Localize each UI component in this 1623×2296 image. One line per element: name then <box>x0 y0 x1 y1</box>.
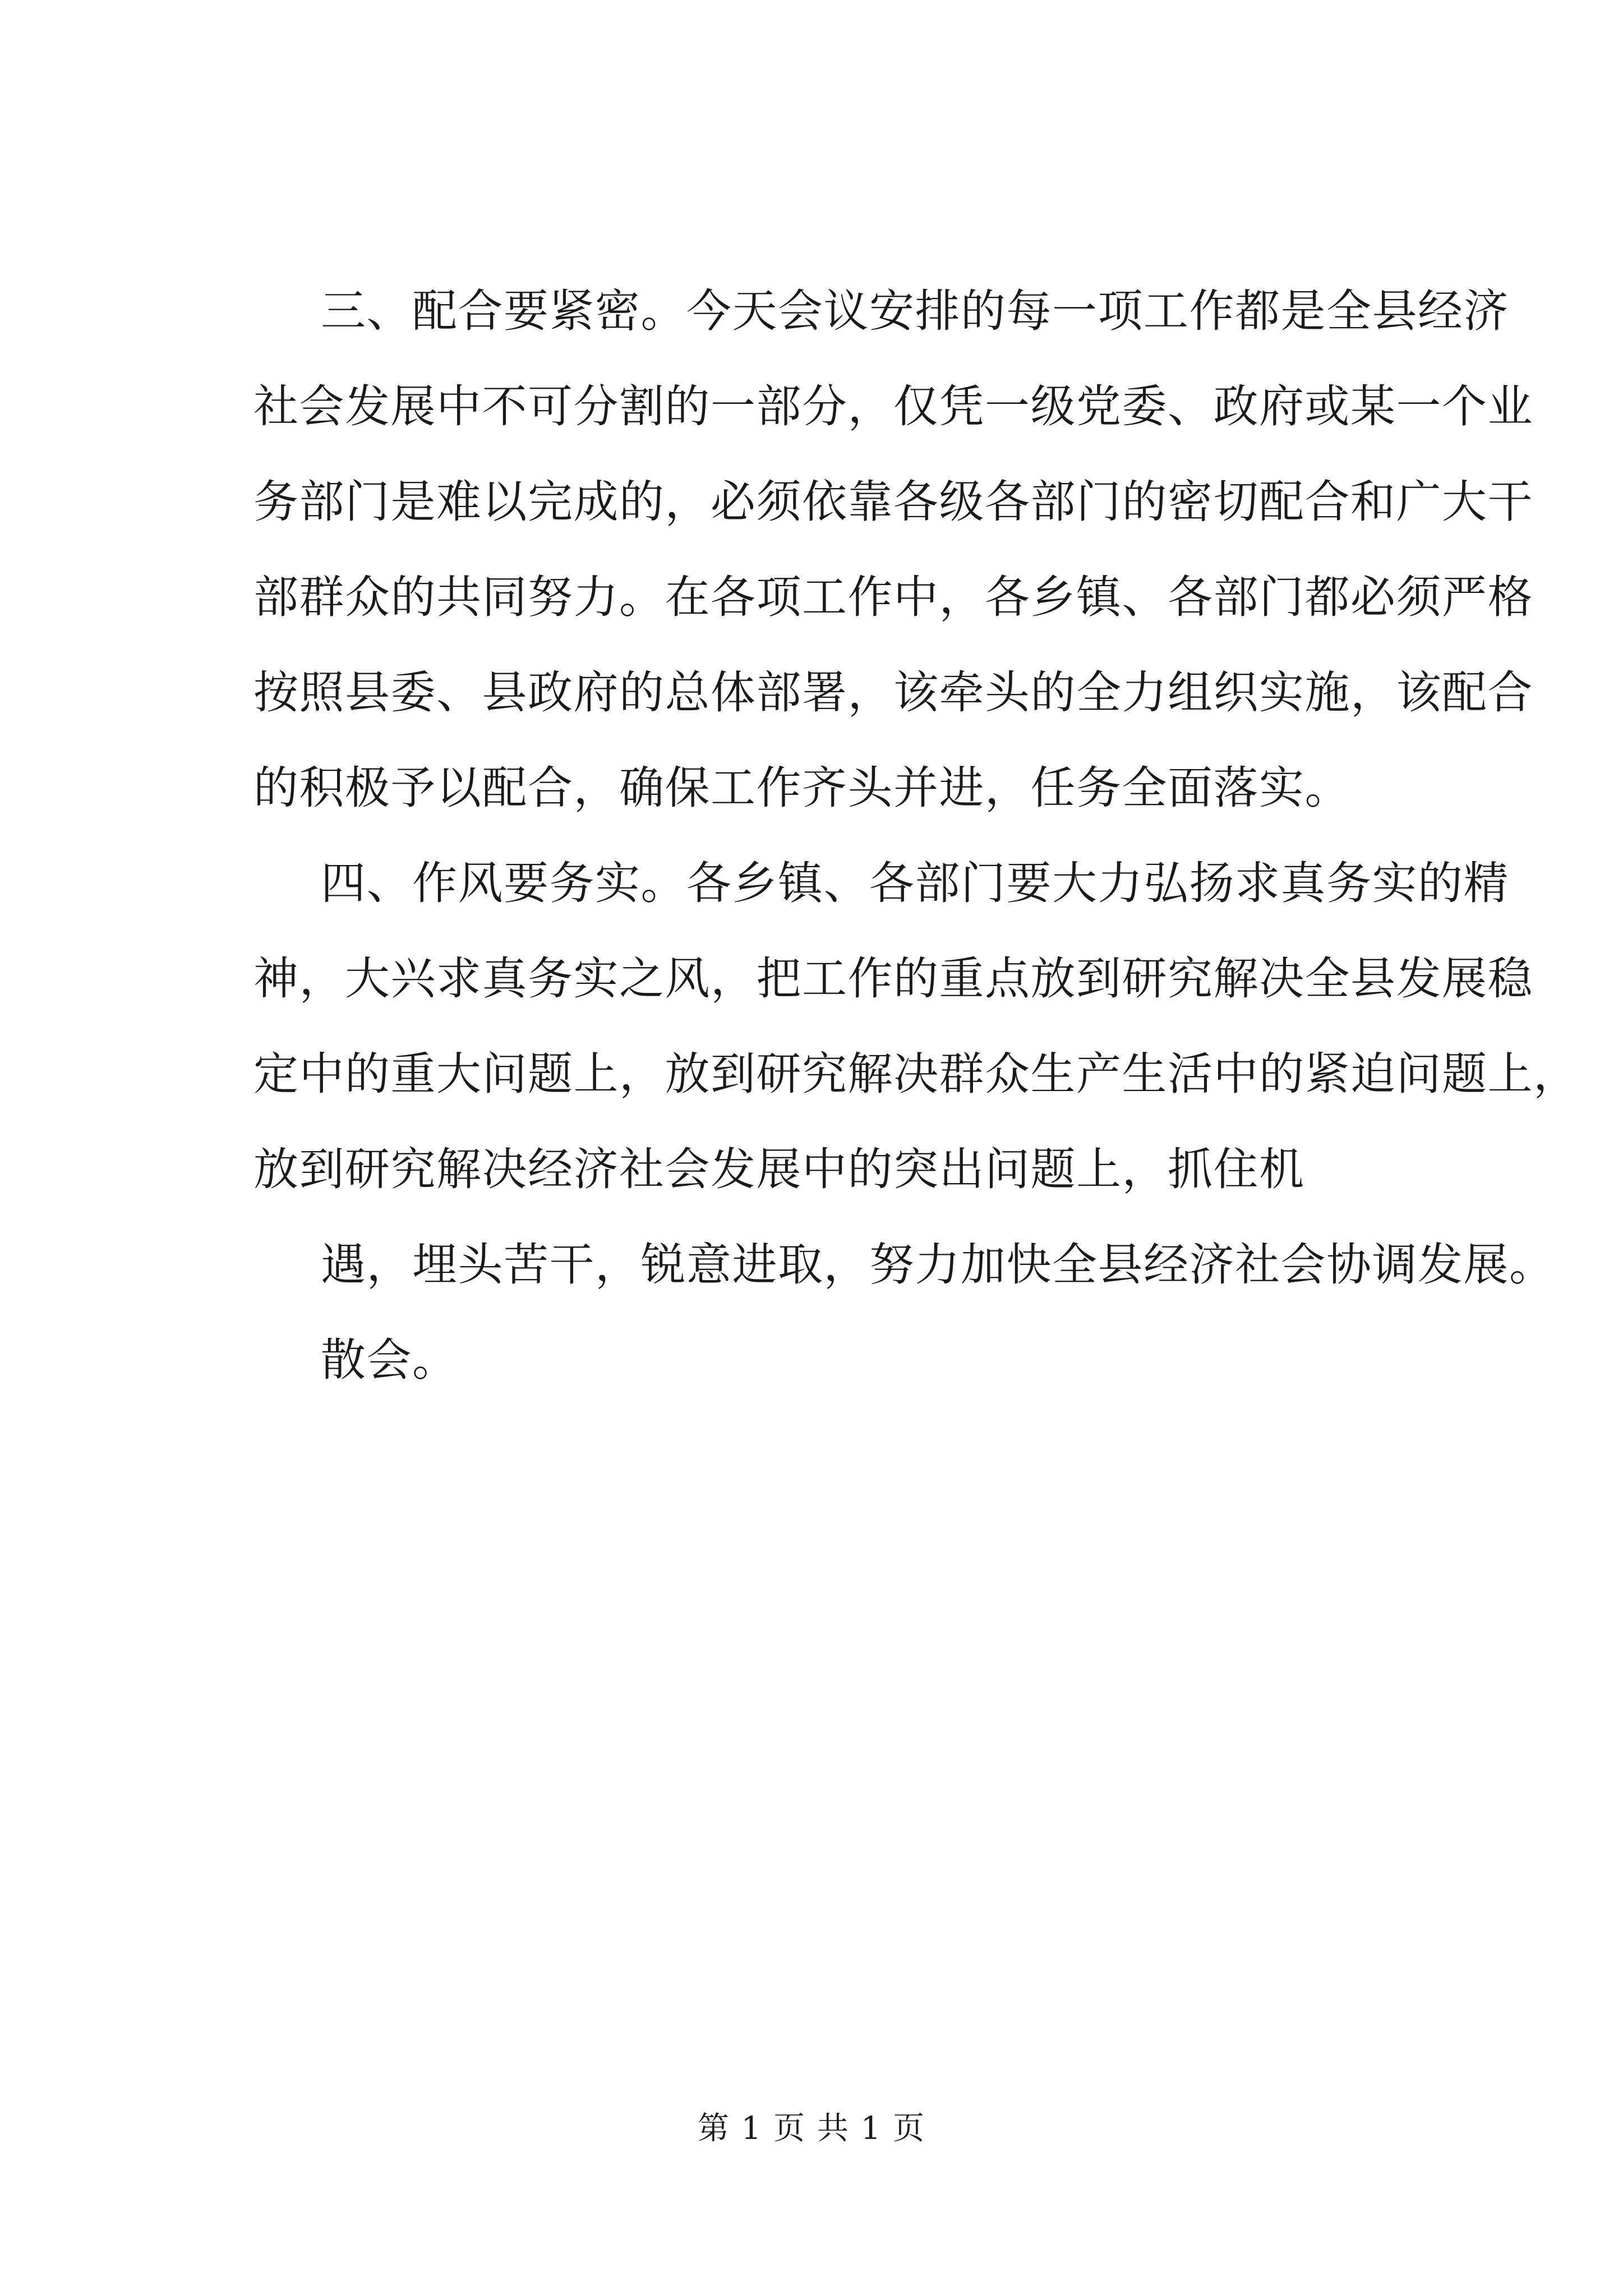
paragraph-line: 四、作风要务实。各乡镇、各部门要大力弘扬求真务实的精 <box>321 857 1509 909</box>
paragraph-line: 神，大兴求真务实之风，把工作的重点放到研究解决全县发展稳 <box>253 953 1533 1005</box>
paragraph-line: 三、配合要紧密。今天会议安排的每一项工作都是全县经济 <box>321 285 1509 337</box>
page-footer: 第 1 页 共 1 页 <box>697 2110 926 2147</box>
paragraph-line: 务部门是难以完成的，必须依靠各级各部门的密切配合和广大干 <box>253 476 1533 528</box>
paragraph-line: 定中的重大问题上，放到研究解决群众生产生活中的紧迫问题上， <box>253 1048 1579 1100</box>
paragraph-line: 遇，埋头苦干，锐意进取，努力加快全县经济社会协调发展。 <box>321 1239 1555 1291</box>
paragraph-line: 部群众的共同努力。在各项工作中，各乡镇、各部门都必须严格 <box>253 571 1533 623</box>
paragraph-line: 的积极予以配合，确保工作齐头并进，任务全面落实。 <box>253 762 1350 814</box>
document-body <box>253 264 1579 1408</box>
paragraph-line: 放到研究解决经济社会发展中的突出问题上，抓住机 <box>253 1143 1305 1195</box>
paragraph-line: 散会。 <box>321 1334 458 1386</box>
paragraph-line: 按照县委、县政府的总体部署，该牵头的全力组织实施，该配合 <box>253 666 1533 719</box>
paragraph-line: 社会发展中不可分割的一部分，仅凭一级党委、政府或某一个业 <box>253 380 1533 432</box>
